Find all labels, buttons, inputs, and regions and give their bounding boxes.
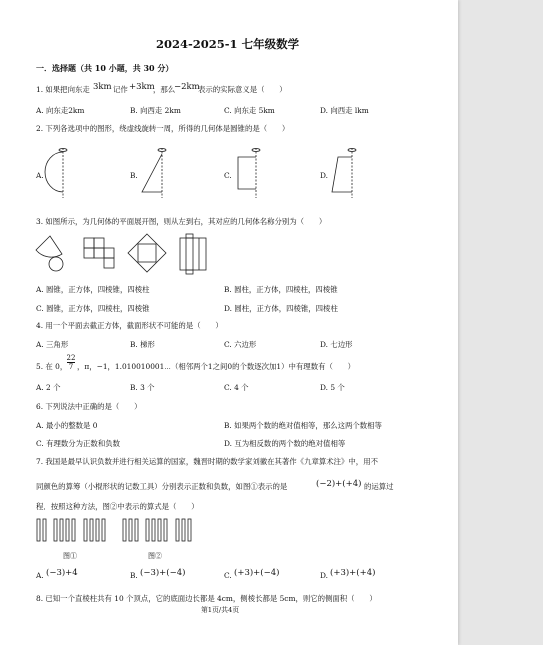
q6-option-d: D. 互为相反数的两个数的绝对值相等 [224,439,346,448]
q6-option-a: A. 最小的整数是 0 [36,421,98,430]
q5-option-a: A. 2 个 [36,383,61,392]
q5-text: ，π，−1，1.010010001⋯（相邻两个1之间0的个数逐次加1）中有理数有（ ） [77,362,356,371]
q5-option-c: C. 4 个 [224,383,249,392]
q2-figure-d-trapezoid [326,144,366,204]
q2-label-c: C. [224,171,232,180]
q5-prefix: 5. 在 0， [36,362,68,371]
q7-figure-1-rods [36,517,108,545]
q7-figure-2-caption: 图② [148,552,162,560]
q5-option-d: D. 5 个 [320,383,345,392]
q3-option-c: C. 圆锥，正方体，四棱柱，四棱锥 [36,304,150,313]
q1-text: 1. 如果把向东走 [36,85,90,94]
q5-fraction [66,354,76,371]
q7-option-c: C. [224,571,232,580]
q4-option-a: A. 三角形 [36,340,69,349]
q3-option-b: B. 圆柱，正方体，四棱柱，四棱锥 [224,285,338,294]
q1-option-d: D. 向西走 lkm [320,106,369,115]
q3-net-cube [80,234,120,272]
q5-fraction-denominator: 7 [68,363,74,371]
q2-label-b: B. [130,171,138,180]
q5-option-b: B. 3 个 [130,383,155,392]
q7-option-d-math: (+3)+(+4) [330,568,376,578]
q4-option-b: B. 梯形 [130,340,155,349]
q7-line-2-math: (−2)+(+4) [316,479,362,489]
q7-line-1: 7. 我国是最早认识负数并进行相关运算的国家，魏晋时期的数学家刘徽在其著作《九章算术注》中，用不 [36,457,378,466]
q2-figure-a-semicircle [40,144,80,204]
q7-option-a-math: (−3)+4 [46,568,78,578]
q6-text: 6. 下列说法中正确的是（ ） [36,402,142,411]
q7-figure-1-caption: 图① [63,552,77,560]
q7-option-d: D. [320,571,329,580]
q5-fraction-numerator: 22 [66,354,76,362]
q2-text: 2. 下列各选项中的图形，绕虚线旋转一周，所得的几何体是圆锥的是（ ） [36,124,290,133]
q1-option-c: C. 向东走 5km [224,106,275,115]
page-footer: 第1页/共4页 [201,606,240,614]
q1-text: ，那么 [153,85,176,94]
q6-option-b: B. 如果两个数的绝对值相等，那么这两个数相等 [224,421,382,430]
q1-math-2: +3km [129,82,155,92]
q1-text: 表示的实际意义是（ ） [198,85,287,94]
q7-line-2-end: 的运算过 [364,482,394,491]
q1-math-1: 3km [93,82,112,92]
q4-option-c: C. 六边形 [224,340,257,349]
q8-text: 8. 已知一个直棱柱共有 10 个顶点，它的底面边长都是 4cm，侧棱长都是 5cm，则它的侧面积（ ） [36,594,377,603]
section-heading: 一．选择题（共 10 小题，共 30 分） [36,63,174,73]
q2-label-d: D. [320,171,329,180]
q7-line-2: 同颜色的算筹（小棍形状的记数工具）分别表示正数和负数，如图①表示的是 [36,482,288,491]
q2-label-a: A. [36,171,44,180]
q3-net-pyramid [126,232,168,274]
q1-option-b: B. 向西走 2km [130,106,181,115]
q6-option-c: C. 有理数分为正数和负数 [36,439,120,448]
q7-figure-2-rods [122,517,194,545]
q7-line-3: 程．按照这种方法，图②中表示的算式是（ ） [36,502,199,511]
q3-option-d: D. 圆柱，正方体，四棱锥，四棱柱 [224,304,338,313]
q2-figure-b-triangle [138,144,178,204]
q7-option-c-math: (+3)+(−4) [234,568,280,578]
q3-option-a: A. 圆锥，正方体，四棱锥，四棱柱 [36,285,150,294]
q7-option-b: B. [130,571,138,580]
q7-option-b-math: (−3)+(−4) [140,568,186,578]
q1-text: 记作 [113,85,128,94]
q3-text: 3. 如图所示，为几何体的平面展开图，则从左到右，其对应的几何体名称分别为（ ） [36,217,327,226]
q1-option-a: A. 向东走2km [36,106,85,115]
page-title: 2024-2025-1 七年级数学 [156,37,300,51]
q3-net-cone [32,232,68,274]
q2-figure-c-rectangle [232,144,272,204]
q4-text: 4. 用一个平面去截正方体，截面形状不可能的是（ ） [36,321,223,330]
q3-net-prism [176,232,210,276]
q7-option-a: A. [36,571,44,580]
q1-math-3: −2km [174,82,200,92]
q4-option-d: D. 七边形 [320,340,353,349]
